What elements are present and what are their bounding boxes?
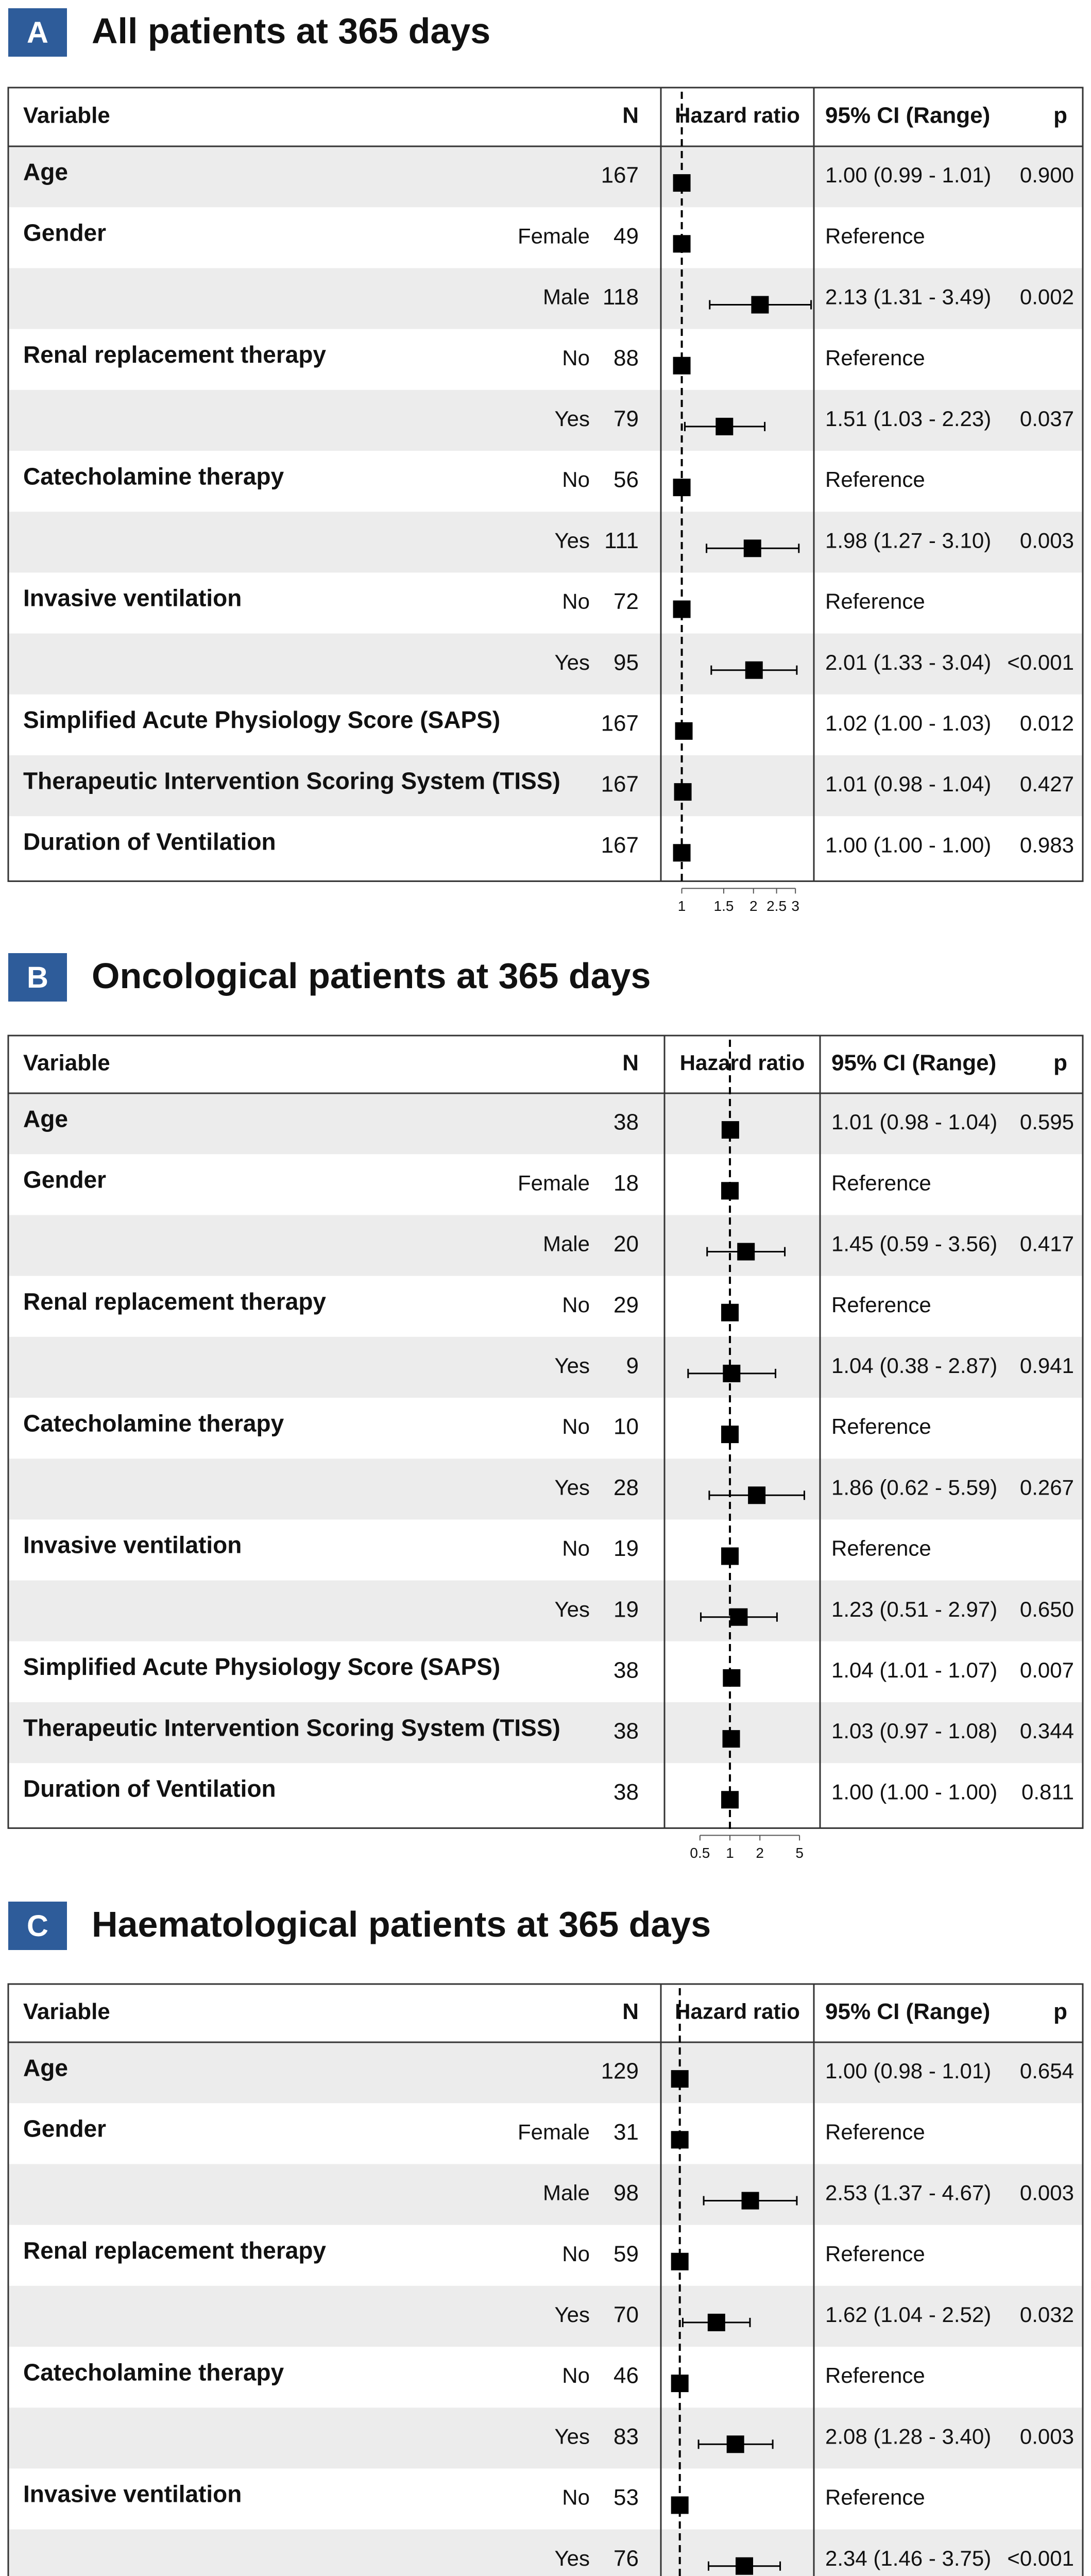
hazard-ratio-point xyxy=(742,2192,759,2210)
n-value: 38 xyxy=(613,1718,639,1744)
ci-text: 1.98 (1.27 - 3.10) xyxy=(825,528,992,553)
hazard-ratio-point xyxy=(708,2314,725,2331)
p-value: 0.012 xyxy=(1019,710,1074,735)
ci-text: Reference xyxy=(825,224,925,248)
header-p: p xyxy=(1053,1050,1067,1076)
hazard-ratio-point xyxy=(748,1486,765,1504)
level-label: Yes xyxy=(554,650,590,674)
level-label: Yes xyxy=(554,528,590,553)
p-value: 0.811 xyxy=(1021,1780,1074,1804)
panel-badge: A xyxy=(8,8,67,57)
ci-text: 2.13 (1.31 - 3.49) xyxy=(825,284,992,309)
header-ci: 95% CI (Range) xyxy=(825,1999,991,2025)
ci-text: 1.51 (1.03 - 2.23) xyxy=(825,406,992,431)
n-value: 20 xyxy=(613,1231,639,1257)
level-label: Yes xyxy=(554,1597,590,1621)
hazard-ratio-point xyxy=(721,1182,739,1199)
variable-label: Gender xyxy=(23,2115,107,2142)
hazard-ratio-point xyxy=(721,1426,739,1443)
n-value: 53 xyxy=(613,2485,639,2511)
p-value: <0.001 xyxy=(1007,2546,1074,2570)
ci-text: Reference xyxy=(831,1414,931,1439)
p-value: 0.654 xyxy=(1019,2059,1074,2083)
ci-text: 2.53 (1.37 - 4.67) xyxy=(825,2180,992,2205)
p-value: 0.983 xyxy=(1019,833,1074,857)
n-value: 10 xyxy=(613,1414,639,1439)
ci-text: 1.03 (0.97 - 1.08) xyxy=(831,1719,998,1743)
ci-text: 1.23 (0.51 - 2.97) xyxy=(831,1597,998,1621)
p-value: 0.650 xyxy=(1019,1597,1074,1621)
variable-label: Gender xyxy=(23,219,107,246)
x-tick-label: 5 xyxy=(795,1844,804,1861)
n-value: 19 xyxy=(613,1597,639,1622)
ci-text: 2.34 (1.46 - 3.75) xyxy=(825,2546,992,2570)
n-value: 167 xyxy=(601,771,639,797)
ci-text: Reference xyxy=(825,2120,925,2144)
level-label: Yes xyxy=(554,406,590,431)
level-label: Male xyxy=(542,2180,590,2205)
n-value: 70 xyxy=(613,2302,639,2328)
level-label: Yes xyxy=(554,2424,590,2449)
ci-text: 1.00 (0.98 - 1.01) xyxy=(825,2059,992,2083)
n-value: 98 xyxy=(613,2180,639,2206)
p-value: 0.344 xyxy=(1019,1719,1074,1743)
hazard-ratio-point xyxy=(727,2435,744,2453)
p-value: <0.001 xyxy=(1007,650,1074,674)
n-value: 38 xyxy=(613,1109,639,1135)
p-value: 0.267 xyxy=(1019,1475,1074,1500)
hazard-ratio-point xyxy=(723,1669,740,1687)
hazard-ratio-point xyxy=(673,235,691,252)
level-label: No xyxy=(562,1292,590,1317)
hazard-ratio-point xyxy=(673,601,691,618)
ci-text: 1.62 (1.04 - 2.52) xyxy=(825,2302,992,2327)
hazard-ratio-point xyxy=(715,418,733,435)
ci-text: Reference xyxy=(825,589,925,614)
hazard-ratio-point xyxy=(671,2131,689,2148)
n-value: 111 xyxy=(604,528,639,553)
hazard-ratio-point xyxy=(723,1730,740,1748)
variable-label: Age xyxy=(23,2054,68,2081)
hazard-ratio-point xyxy=(730,1608,747,1626)
header-hazard-ratio: Hazard ratio xyxy=(679,1050,805,1075)
variable-label: Gender xyxy=(23,1166,107,1193)
x-tick-label: 3 xyxy=(791,897,799,914)
panel-title: Haematological patients at 365 days xyxy=(92,1904,711,1944)
hazard-ratio-point xyxy=(721,1791,739,1808)
variable-label: Age xyxy=(23,1105,68,1132)
p-value: 0.007 xyxy=(1019,1657,1074,1682)
variable-label: Catecholamine therapy xyxy=(23,463,284,490)
header-n: N xyxy=(622,1999,639,2025)
x-tick-label: 1 xyxy=(677,897,686,914)
hazard-ratio-point xyxy=(721,1304,739,1321)
ci-text: 1.00 (0.99 - 1.01) xyxy=(825,163,992,188)
level-label: Male xyxy=(542,284,590,309)
variable-label: Duration of Ventilation xyxy=(23,1775,276,1802)
n-value: 29 xyxy=(613,1292,639,1318)
n-value: 9 xyxy=(626,1353,639,1379)
header-n: N xyxy=(622,1050,639,1076)
header-variable: Variable xyxy=(23,1050,110,1076)
n-value: 49 xyxy=(613,223,639,249)
level-label: No xyxy=(562,2363,590,2388)
p-value: 0.032 xyxy=(1019,2302,1074,2327)
p-value: 0.037 xyxy=(1019,406,1074,431)
variable-label: Catecholamine therapy xyxy=(23,1410,284,1437)
n-value: 95 xyxy=(613,650,639,675)
level-label: No xyxy=(562,2485,590,2510)
n-value: 38 xyxy=(613,1779,639,1805)
variable-label: Therapeutic Intervention Scoring System (TISS) xyxy=(23,767,560,794)
variable-label: Simplified Acute Physiology Score (SAPS) xyxy=(23,706,501,734)
n-value: 28 xyxy=(613,1475,639,1500)
x-tick-label: 2 xyxy=(756,1844,764,1861)
p-value: 0.003 xyxy=(1019,2424,1074,2449)
header-ci: 95% CI (Range) xyxy=(831,1050,997,1076)
variable-label: Catecholamine therapy xyxy=(23,2359,284,2386)
ci-text: 1.01 (0.98 - 1.04) xyxy=(831,1110,998,1134)
level-label: No xyxy=(562,1536,590,1561)
level-label: Female xyxy=(517,224,590,248)
ci-text: 1.01 (0.98 - 1.04) xyxy=(825,772,992,796)
level-label: No xyxy=(562,1414,590,1439)
n-value: 56 xyxy=(613,467,639,493)
panel-title: All patients at 365 days xyxy=(92,11,491,51)
n-value: 18 xyxy=(613,1170,639,1196)
header-hazard-ratio: Hazard ratio xyxy=(675,1999,800,2024)
hazard-ratio-point xyxy=(737,1243,755,1261)
header-n: N xyxy=(622,103,639,128)
panel-badge: C xyxy=(8,1902,67,1950)
forest-plot-b xyxy=(0,948,1091,1875)
p-value: 0.002 xyxy=(1019,284,1074,309)
p-value: 0.003 xyxy=(1019,2180,1074,2205)
ci-text: Reference xyxy=(831,1536,931,1561)
ci-text: Reference xyxy=(825,467,925,492)
n-value: 167 xyxy=(601,162,639,188)
hazard-ratio-point xyxy=(673,479,691,496)
level-label: No xyxy=(562,589,590,614)
ci-text: Reference xyxy=(825,2241,925,2266)
hazard-ratio-point xyxy=(671,2253,689,2270)
x-tick-label: 2 xyxy=(749,897,758,914)
ci-text: 1.04 (1.01 - 1.07) xyxy=(831,1657,998,1682)
header-ci: 95% CI (Range) xyxy=(825,103,991,128)
ci-text: 1.45 (0.59 - 3.56) xyxy=(831,1231,998,1256)
level-label: Male xyxy=(542,1231,590,1256)
hazard-ratio-point xyxy=(673,174,691,192)
ci-text: 2.01 (1.33 - 3.04) xyxy=(825,650,992,674)
n-value: 72 xyxy=(613,589,639,615)
p-value: 0.941 xyxy=(1019,1353,1074,1378)
forest-plot-c xyxy=(0,1896,1091,2576)
hazard-ratio-point xyxy=(671,2375,689,2392)
p-value: 0.595 xyxy=(1019,1110,1074,1134)
level-label: Female xyxy=(517,2120,590,2144)
n-value: 167 xyxy=(601,710,639,736)
header-variable: Variable xyxy=(23,1999,110,2025)
x-tick-label: 2.5 xyxy=(766,897,787,914)
x-tick-label: 1 xyxy=(726,1844,734,1861)
level-label: No xyxy=(562,467,590,492)
ci-text: 2.08 (1.28 - 3.40) xyxy=(825,2424,992,2449)
hazard-ratio-point xyxy=(673,357,691,375)
n-value: 59 xyxy=(613,2241,639,2267)
level-label: Yes xyxy=(554,1353,590,1378)
hazard-ratio-point xyxy=(722,1121,739,1139)
hazard-ratio-point xyxy=(745,662,763,679)
level-label: Yes xyxy=(554,2546,590,2570)
n-value: 79 xyxy=(613,406,639,432)
ci-text: Reference xyxy=(825,2485,925,2510)
p-value: 0.417 xyxy=(1019,1231,1074,1256)
n-value: 88 xyxy=(613,345,639,371)
hazard-ratio-point xyxy=(671,2070,689,2088)
header-variable: Variable xyxy=(23,103,110,128)
variable-label: Simplified Acute Physiology Score (SAPS) xyxy=(23,1653,501,1681)
ci-text: 1.00 (1.00 - 1.00) xyxy=(825,833,992,857)
variable-label: Age xyxy=(23,158,68,185)
n-value: 38 xyxy=(613,1657,639,1683)
variable-label: Renal replacement therapy xyxy=(23,1287,327,1315)
n-value: 76 xyxy=(613,2546,639,2571)
variable-label: Invasive ventilation xyxy=(23,584,242,612)
variable-label: Renal replacement therapy xyxy=(23,2236,327,2264)
panel-badge: B xyxy=(8,953,67,1002)
ci-text: Reference xyxy=(825,345,925,370)
hazard-ratio-point xyxy=(723,1365,740,1382)
header-p: p xyxy=(1053,103,1067,128)
variable-label: Therapeutic Intervention Scoring System (TISS) xyxy=(23,1714,560,1741)
n-value: 19 xyxy=(613,1536,639,1562)
variable-label: Invasive ventilation xyxy=(23,1531,242,1558)
ci-text: 1.00 (1.00 - 1.00) xyxy=(831,1780,998,1804)
hazard-ratio-point xyxy=(671,2497,689,2514)
n-value: 129 xyxy=(601,2058,639,2084)
panel-title: Oncological patients at 365 days xyxy=(92,956,651,996)
header-p: p xyxy=(1053,1999,1067,2025)
header-hazard-ratio: Hazard ratio xyxy=(675,103,800,128)
ci-text: Reference xyxy=(825,2363,925,2388)
hazard-ratio-point xyxy=(674,783,692,801)
ci-text: 1.04 (0.38 - 2.87) xyxy=(831,1353,998,1378)
n-value: 31 xyxy=(613,2119,639,2145)
p-value: 0.900 xyxy=(1019,163,1074,188)
forest-plot-a xyxy=(0,0,1091,927)
level-label: Female xyxy=(517,1171,590,1195)
x-tick-label: 1.5 xyxy=(713,897,734,914)
hazard-ratio-point xyxy=(675,722,693,740)
hazard-ratio-point xyxy=(721,1548,739,1565)
level-label: No xyxy=(562,345,590,370)
n-value: 118 xyxy=(602,284,639,310)
variable-label: Duration of Ventilation xyxy=(23,828,276,855)
hazard-ratio-point xyxy=(736,2557,753,2575)
level-label: Yes xyxy=(554,1475,590,1500)
p-value: 0.427 xyxy=(1019,772,1074,796)
n-value: 46 xyxy=(613,2363,639,2388)
hazard-ratio-point xyxy=(751,296,769,314)
x-tick-label: 0.5 xyxy=(690,1844,710,1861)
p-value: 0.003 xyxy=(1019,528,1074,553)
n-value: 83 xyxy=(613,2424,639,2449)
level-label: No xyxy=(562,2241,590,2266)
ci-text: Reference xyxy=(831,1171,931,1195)
ci-text: 1.86 (0.62 - 5.59) xyxy=(831,1475,998,1500)
level-label: Yes xyxy=(554,2302,590,2327)
variable-label: Renal replacement therapy xyxy=(23,341,327,368)
ci-text: 1.02 (1.00 - 1.03) xyxy=(825,710,992,735)
hazard-ratio-point xyxy=(673,844,691,861)
variable-label: Invasive ventilation xyxy=(23,2480,242,2507)
n-value: 167 xyxy=(601,832,639,858)
ci-text: Reference xyxy=(831,1292,931,1317)
hazard-ratio-point xyxy=(744,539,761,557)
